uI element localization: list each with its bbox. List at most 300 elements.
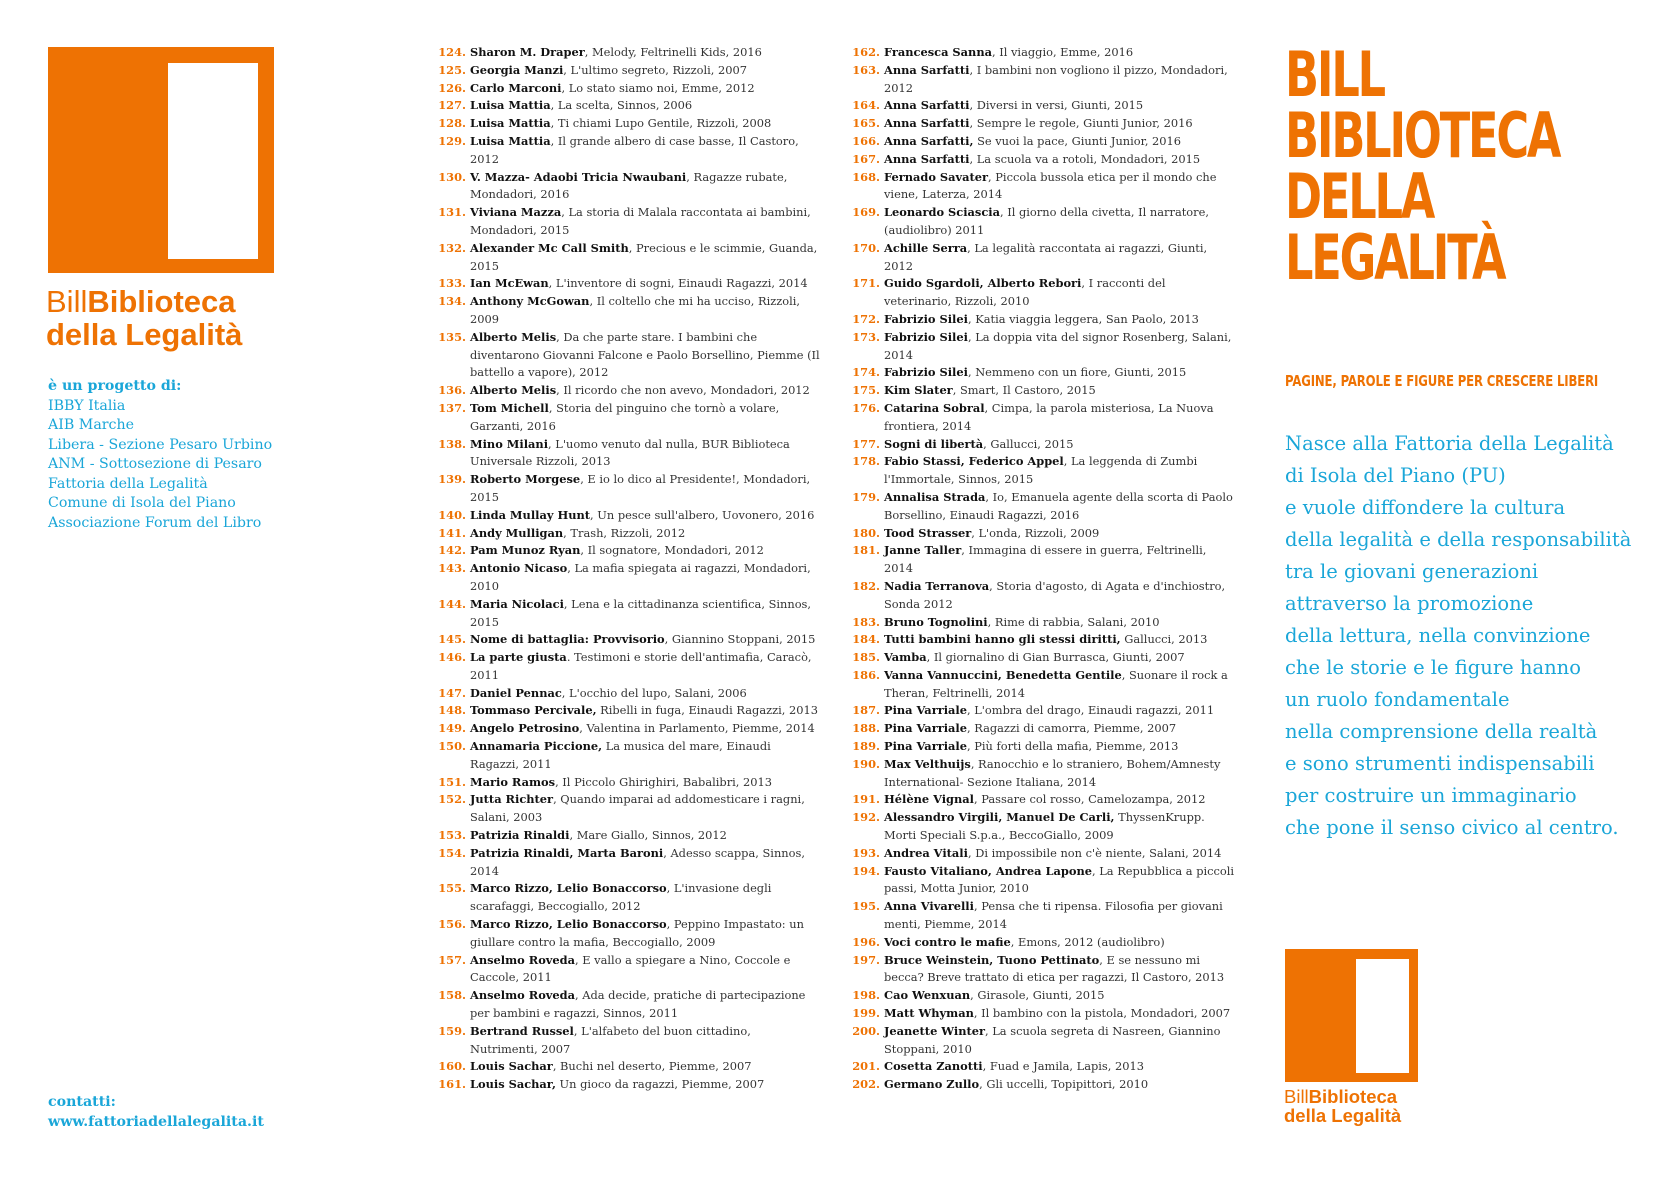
book-author: Fausto Vitaliano, Andrea Lapone xyxy=(884,863,1092,878)
book-number: 130. xyxy=(438,169,466,184)
book-entry xyxy=(850,525,1235,543)
book-entry xyxy=(850,809,1235,845)
book-number: 128. xyxy=(438,116,466,131)
book-details: , Più forti della mafia, Piemme, 2013 xyxy=(966,739,1179,754)
book-entry xyxy=(850,44,1235,62)
book-details: , Ti chiami Lupo Gentile, Rizzoli, 2008 xyxy=(550,116,772,131)
book-entry xyxy=(436,382,821,400)
book-author: Anselmo Roveda xyxy=(470,988,575,1003)
book-entry xyxy=(436,827,821,845)
partner-item: AIB Marche xyxy=(48,417,135,433)
book-author: Annamaria Piccione, xyxy=(470,739,603,754)
book-number: 194. xyxy=(852,863,880,878)
book-author: Tommaso Percivale, xyxy=(470,703,597,718)
partner-item: Libera - Sezione Pesaro Urbino xyxy=(48,436,273,453)
book-entry xyxy=(436,774,821,792)
book-details: , Storia del pinguino che tornò a volare, Garzanti, 2016 xyxy=(470,400,780,433)
book-number: 144. xyxy=(438,596,466,611)
description-line: per costruire un immaginario xyxy=(1285,784,1577,807)
book-details: , Valentina in Parlamento, Piemme, 2014 xyxy=(579,721,815,736)
book-details: , Precious e le scimmie, Guanda, 2015 xyxy=(470,240,818,273)
book-details: , I bambini non vogliono il pizzo, Mondadori, 2012 xyxy=(884,62,1228,95)
book-number: 131. xyxy=(438,205,466,220)
book-number: 200. xyxy=(852,1023,880,1038)
book-author: Mario Ramos xyxy=(470,774,556,789)
book-author: Angelo Petrosino xyxy=(470,721,580,736)
book-entry xyxy=(436,240,821,276)
description-line: di Isola del Piano (PU) xyxy=(1285,464,1506,487)
book-author: Fabrizio Silei xyxy=(884,311,968,326)
book-details: , La scelta, Sinnos, 2006 xyxy=(550,98,693,113)
book-entry xyxy=(436,916,821,952)
book-author: Luisa Mattia xyxy=(470,116,551,131)
book-details: , L'invasione degli scarafaggi, Beccogiallo, 2012 xyxy=(470,881,772,914)
book-number: 153. xyxy=(438,828,466,843)
book-number: 189. xyxy=(852,739,880,754)
book-details: , Diversi in versi, Giunti, 2015 xyxy=(969,98,1144,113)
book-entry xyxy=(436,204,821,240)
book-number: 155. xyxy=(438,881,466,896)
book-details: , Da che parte stare. I bambini che diventarono Giovanni Falcone e Paolo Borsellino, Piemme (Il battello a vapore), 2012 xyxy=(470,329,820,380)
book-number: 170. xyxy=(852,240,880,255)
book-details: Un gioco da ragazzi, Piemme, 2007 xyxy=(555,1077,765,1092)
book-entry xyxy=(850,133,1235,151)
book-author: Anna Sarfatti xyxy=(884,116,970,131)
book-entry xyxy=(850,1076,1235,1094)
book-author: Anna Vivarelli xyxy=(884,899,974,914)
book-entry xyxy=(850,115,1235,133)
book-author: Tom Michell xyxy=(470,400,549,415)
book-author: Carlo Marconi xyxy=(470,80,562,95)
partner-item: Fattoria della Legalità xyxy=(48,475,208,492)
book-number: 124. xyxy=(438,45,466,59)
book-number: 134. xyxy=(438,294,466,309)
book-number: 164. xyxy=(852,98,880,113)
book-author: Linda Mullay Hunt xyxy=(470,507,591,522)
partner-item: Associazione Forum del Libro xyxy=(48,514,262,531)
book-details: , Il ricordo che non avevo, Mondadori, 2012 xyxy=(556,383,810,398)
book-entry xyxy=(850,1005,1235,1023)
book-author: Francesca Sanna xyxy=(884,45,992,59)
book-author: Voci contro le mafie xyxy=(884,934,1011,949)
book-details: , La leggenda di Zumbi l'Immortale, Sinnos, 2015 xyxy=(884,454,1198,487)
book-entry xyxy=(436,115,821,133)
book-details: , Un pesce sull'albero, Uovonero, 2016 xyxy=(590,507,815,522)
book-number: 180. xyxy=(852,525,880,540)
book-author: Louis Sachar xyxy=(470,1059,553,1074)
book-number: 141. xyxy=(438,525,466,540)
book-details: , Piccola bussola etica per il mondo che viene, Laterza, 2014 xyxy=(884,169,1217,202)
book-entry xyxy=(850,329,1235,365)
project-intro: è un progetto di: xyxy=(48,378,182,394)
book-details: , L'alfabeto del buon cittadino, Nutrimenti, 2007 xyxy=(470,1023,751,1056)
logo-biblioteca-small: Biblioteca xyxy=(1308,1086,1398,1107)
book-number: 195. xyxy=(852,899,880,914)
partner-item: ANM - Sottosezione di Pesaro xyxy=(48,456,262,472)
book-entry xyxy=(436,507,821,525)
book-details: , Peppino Impastato: un giullare contro la mafia, Beccogiallo, 2009 xyxy=(470,917,804,949)
book-number: 142. xyxy=(438,543,466,558)
book-number: 154. xyxy=(438,845,466,860)
book-author: Tutti bambini hanno gli stessi diritti, xyxy=(884,632,1121,647)
book-number: 183. xyxy=(852,614,880,629)
book-details: , Emons, 2012 (audiolibro) xyxy=(1010,934,1165,949)
book-details: , L'occhio del lupo, Salani, 2006 xyxy=(561,685,747,700)
book-author: Alberto Melis xyxy=(470,383,557,398)
book-details: La musica del mare, Einaudi Ragazzi, 2011 xyxy=(470,739,771,771)
book-details: , Girasole, Giunti, 2015 xyxy=(970,988,1105,1003)
book-number: 157. xyxy=(438,952,466,967)
book-entry xyxy=(436,542,821,560)
book-number: 147. xyxy=(438,685,466,700)
book-number: 193. xyxy=(852,845,880,860)
book-details: , La mafia spiegata ai ragazzi, Mondadori, 2010 xyxy=(470,561,811,593)
logo-biblioteca: Biblioteca xyxy=(87,284,236,319)
book-entry xyxy=(850,631,1235,649)
book-author: Annalisa Strada xyxy=(884,489,986,504)
book-number: 146. xyxy=(438,650,466,665)
partner-item: Comune di Isola del Piano xyxy=(48,495,236,511)
book-entry xyxy=(850,169,1235,205)
description-line: tra le giovani generazioni xyxy=(1285,560,1539,583)
book-number: 175. xyxy=(852,383,880,398)
book-author: Tood Strasser xyxy=(884,525,972,540)
book-details: , E io lo dico al Presidente!, Mondadori, 2015 xyxy=(470,472,811,504)
book-number: 188. xyxy=(852,721,880,736)
book-author: Nadia Terranova xyxy=(884,578,990,593)
book-author: Mino Milani xyxy=(470,436,549,451)
book-entry xyxy=(436,952,821,988)
book-author: Alexander Mc Call Smith xyxy=(470,240,629,255)
book-details: , L'uomo venuto dal nulla, BUR Biblioteca Universale Rizzoli, 2013 xyxy=(470,436,790,469)
book-author: Viviana Mazza xyxy=(470,205,562,220)
book-number: 129. xyxy=(438,133,466,148)
book-details: , Adesso scappa, Sinnos, 2014 xyxy=(470,845,805,878)
book-author: Catarina Sobral xyxy=(884,400,985,415)
title-line: BILL xyxy=(1285,38,1384,111)
book-number: 172. xyxy=(852,311,880,326)
book-entry xyxy=(850,934,1235,952)
book-details: , Il Piccolo Ghirighiri, Babalibri, 2013 xyxy=(555,774,773,789)
book-details: , Pensa che ti ripensa. Filosofia per giovani menti, Piemme, 2014 xyxy=(884,899,1223,932)
book-details: , Il sognatore, Mondadori, 2012 xyxy=(580,543,764,558)
main-title xyxy=(1285,38,1560,294)
description-line: che pone il senso civico al centro. xyxy=(1285,816,1619,839)
book-number: 176. xyxy=(852,400,880,415)
book-author: Vamba xyxy=(884,650,927,665)
book-number: 160. xyxy=(438,1059,466,1074)
book-list-b xyxy=(850,44,1235,1094)
book-number: 132. xyxy=(438,240,466,255)
book-entry xyxy=(850,311,1235,329)
book-details: , L'ultimo segreto, Rizzoli, 2007 xyxy=(563,62,748,77)
book-author: Luisa Mattia xyxy=(470,98,551,113)
book-list-a xyxy=(436,44,821,1094)
book-details: , Quando imparai ad addomesticare i ragni, Salani, 2003 xyxy=(470,792,805,825)
title-line: LEGALITÀ xyxy=(1285,221,1505,294)
book-entry xyxy=(436,649,821,685)
book-details: , I racconti del veterinario, Rizzoli, 2010 xyxy=(884,276,1166,309)
book-details: , Storia d'agosto, di Agata e d'inchiostro, Sonda 2012 xyxy=(884,578,1226,611)
book-details: , Melody, Feltrinelli Kids, 2016 xyxy=(584,45,762,59)
book-number: 145. xyxy=(438,632,466,647)
book-number: 174. xyxy=(852,365,880,380)
description-line: un ruolo fondamentale xyxy=(1285,688,1510,711)
book-entry xyxy=(850,204,1235,240)
book-number: 179. xyxy=(852,489,880,504)
book-entry xyxy=(850,1023,1235,1059)
book-author: Georgia Manzi xyxy=(470,62,564,77)
book-details: , Buchi nel deserto, Piemme, 2007 xyxy=(552,1059,752,1074)
book-author: Fernado Savater xyxy=(884,169,989,184)
book-details: , Fuad e Jamila, Lapis, 2013 xyxy=(982,1059,1145,1074)
book-details: , Gli uccelli, Topipittori, 2010 xyxy=(979,1077,1149,1092)
book-author: Pam Munoz Ryan xyxy=(470,543,581,558)
book-entry xyxy=(436,1023,821,1059)
book-author: Bruno Tognolini xyxy=(884,614,988,629)
book-number: 181. xyxy=(852,543,880,558)
book-entry xyxy=(436,436,821,472)
book-details: , La scuola segreta di Nasreen, Giannino Stoppani, 2010 xyxy=(884,1023,1221,1056)
book-number: 162. xyxy=(852,45,880,59)
book-author: Nome di battaglia: Provvisorio xyxy=(470,632,665,647)
project-partners xyxy=(48,377,378,533)
book-number: 163. xyxy=(852,62,880,77)
book-author: Alberto Melis xyxy=(470,329,557,344)
book-number: 136. xyxy=(438,383,466,398)
book-details: , Ragazze rubate, Mondadori, 2016 xyxy=(470,169,788,202)
book-details: , La doppia vita del signor Rosenberg, Salani, 2014 xyxy=(884,329,1232,362)
book-details: , Il giornalino di Gian Burrasca, Giunti, 2007 xyxy=(926,650,1185,665)
book-details: , L'ombra del drago, Einaudi ragazzi, 2011 xyxy=(966,703,1215,718)
book-author: Germano Zullo xyxy=(884,1077,980,1092)
book-details: , La Repubblica a piccoli passi, Motta Junior, 2010 xyxy=(884,863,1235,896)
book-entry xyxy=(436,631,821,649)
logo-mark-small xyxy=(1285,949,1418,1082)
book-number: 178. xyxy=(852,454,880,469)
book-entry xyxy=(436,596,821,632)
book-entry xyxy=(436,845,821,881)
book-number: 143. xyxy=(438,561,466,576)
logo-bill-small: Bill xyxy=(1284,1086,1309,1107)
book-entry xyxy=(436,329,821,382)
book-number: 177. xyxy=(852,436,880,451)
book-entry xyxy=(850,151,1235,169)
book-details: , Il giorno della civetta, Il narratore, (audiolibro) 2011 xyxy=(884,205,1209,237)
book-entry xyxy=(850,845,1235,863)
book-entry xyxy=(850,578,1235,614)
book-details: Ribelli in fuga, Einaudi Ragazzi, 2013 xyxy=(596,703,819,718)
book-entry xyxy=(436,400,821,436)
book-number: 151. xyxy=(438,774,466,789)
book-author: Guido Sgardoli, Alberto Rebori xyxy=(884,276,1082,291)
book-entry xyxy=(436,44,821,62)
book-entry xyxy=(850,898,1235,934)
book-details: , Suonare il rock a Theran, Feltrinelli, 2014 xyxy=(884,667,1228,700)
logo-legalita: della Legalità xyxy=(46,316,243,352)
book-details: , Il coltello che mi ha ucciso, Rizzoli, 2009 xyxy=(470,294,800,326)
book-details: , Lo stato siamo noi, Emme, 2012 xyxy=(561,80,755,95)
book-entry xyxy=(436,560,821,596)
book-entry xyxy=(436,791,821,827)
book-entry xyxy=(850,382,1235,400)
book-entry xyxy=(436,80,821,98)
book-number: 185. xyxy=(852,650,880,665)
book-number: 161. xyxy=(438,1077,466,1092)
book-number: 184. xyxy=(852,632,880,647)
book-entry xyxy=(850,756,1235,792)
book-number: 137. xyxy=(438,400,466,415)
book-author: Hélène Vignal xyxy=(884,792,974,807)
book-details: , Di impossibile non c'è niente, Salani, 2014 xyxy=(967,845,1222,860)
book-author: Janne Taller xyxy=(884,543,962,558)
book-details: , Il grande albero di case basse, Il Castoro, 2012 xyxy=(470,133,799,166)
book-number: 167. xyxy=(852,151,880,166)
book-entry xyxy=(850,97,1235,115)
book-number: 173. xyxy=(852,329,880,344)
book-details: , Il bambino con la pistola, Mondadori, 2007 xyxy=(973,1006,1231,1021)
book-number: 169. xyxy=(852,205,880,220)
book-entry xyxy=(436,471,821,507)
logo-mark-large xyxy=(48,47,274,273)
description-line: Nasce alla Fattoria della Legalità xyxy=(1285,432,1614,455)
book-author: Fabrizio Silei xyxy=(884,365,968,380)
book-author: Pina Varriale xyxy=(884,739,967,754)
book-details: , Nemmeno con un fiore, Giunti, 2015 xyxy=(967,365,1187,380)
book-number: 198. xyxy=(852,988,880,1003)
book-entry xyxy=(850,453,1235,489)
book-author: Anselmo Roveda xyxy=(470,952,575,967)
book-author: La parte giusta xyxy=(470,650,567,665)
book-author: Jeanette Winter xyxy=(884,1023,985,1038)
book-entry xyxy=(436,685,821,703)
book-number: 201. xyxy=(852,1059,880,1074)
book-number: 133. xyxy=(438,276,466,291)
book-author: Anthony McGowan xyxy=(470,294,590,309)
book-number: 156. xyxy=(438,917,466,932)
book-entry xyxy=(850,489,1235,525)
book-details: , L'inventore di sogni, Einaudi Ragazzi, 2014 xyxy=(548,276,808,291)
book-entry xyxy=(850,791,1235,809)
book-details: , La scuola va a rotoli, Mondadori, 2015 xyxy=(969,151,1201,166)
book-author: Roberto Morgese xyxy=(470,472,581,487)
subtitle: PAGINE, PAROLE E FIGURE PER CRESCERE LIBERI xyxy=(1285,372,1599,390)
book-author: Vanna Vannuccini, Benedetta Gentile xyxy=(884,667,1122,682)
contacts-url[interactable]: www.fattoriadellalegalita.it xyxy=(48,1113,264,1130)
book-entry xyxy=(850,62,1235,98)
book-details: , Passare col rosso, Camelozampa, 2012 xyxy=(974,792,1206,807)
partner-item: IBBY Italia xyxy=(48,397,126,414)
book-number: 197. xyxy=(852,952,880,967)
book-entry xyxy=(850,987,1235,1005)
book-details: , Lena e la cittadinanza scientifica, Sinnos, 2015 xyxy=(470,596,812,629)
book-author: Max Velthuijs xyxy=(884,756,971,771)
book-details: , Sempre le regole, Giunti Junior, 2016 xyxy=(969,116,1193,131)
book-number: 125. xyxy=(438,62,466,77)
book-number: 139. xyxy=(438,472,466,487)
book-author: Anna Sarfatti xyxy=(884,151,970,166)
book-author: Sogni di libertà xyxy=(884,436,984,451)
book-details: , Il viaggio, Emme, 2016 xyxy=(991,45,1134,59)
book-number: 135. xyxy=(438,329,466,344)
book-details: , E vallo a spiegare a Nino, Coccole e Caccole, 2011 xyxy=(470,952,791,985)
book-author: Bruce Weinstein, Tuono Pettinato xyxy=(884,952,1100,967)
book-details: , Giannino Stoppani, 2015 xyxy=(664,632,816,647)
book-number: 168. xyxy=(852,169,880,184)
book-details: , La storia di Malala raccontata ai bambini, Mondadori, 2015 xyxy=(470,205,811,237)
book-entry xyxy=(436,738,821,774)
description-line: e vuole diffondere la cultura xyxy=(1285,496,1566,519)
book-entry xyxy=(436,275,821,293)
book-author: Sharon M. Draper xyxy=(470,45,585,59)
book-details: , Ranocchio e lo straniero, Bohem/Amnesty International- Sezione Italiana, 2014 xyxy=(884,756,1221,789)
book-entry xyxy=(850,542,1235,578)
description-line: della lettura, nella convinzione xyxy=(1285,624,1591,647)
book-number: 149. xyxy=(438,721,466,736)
book-number: 138. xyxy=(438,436,466,451)
book-details: Gallucci, 2013 xyxy=(1120,632,1208,647)
book-details: , Cimpa, la parola misteriosa, La Nuova frontiera, 2014 xyxy=(884,400,1214,433)
book-number: 199. xyxy=(852,1006,880,1021)
book-entry xyxy=(850,1058,1235,1076)
book-details: , Mare Giallo, Sinnos, 2012 xyxy=(569,828,727,843)
book-author: Antonio Nicaso xyxy=(470,561,568,576)
book-author: Alessandro Virgili, Manuel De Carli, xyxy=(884,810,1115,825)
book-author: Cosetta Zanotti xyxy=(884,1059,983,1074)
book-details: , La legalità raccontata ai ragazzi, Giunti, 2012 xyxy=(884,240,1208,273)
book-author: Luisa Mattia xyxy=(470,133,551,148)
book-author: Leonardo Sciascia xyxy=(884,205,1000,220)
book-number: 140. xyxy=(438,507,466,522)
book-number: 196. xyxy=(852,934,880,949)
book-author: V. Mazza- Adaobi Tricia Nwaubani xyxy=(470,169,687,184)
book-number: 148. xyxy=(438,703,466,718)
description-line: e sono strumenti indispensabili xyxy=(1285,752,1595,775)
book-entry xyxy=(850,436,1235,454)
book-entry xyxy=(850,364,1235,382)
book-author: Anna Sarfatti, xyxy=(884,133,974,148)
book-author: Jutta Richter xyxy=(470,792,554,807)
book-author: Marco Rizzo, Lelio Bonaccorso xyxy=(470,917,667,932)
description-line: nella comprensione della realtà xyxy=(1285,720,1598,743)
book-number: 190. xyxy=(852,756,880,771)
book-number: 165. xyxy=(852,116,880,131)
book-number: 159. xyxy=(438,1023,466,1038)
book-author: Anna Sarfatti xyxy=(884,98,970,113)
book-entry xyxy=(850,952,1235,988)
book-author: Daniel Pennac xyxy=(470,685,562,700)
book-details: , Io, Emanuela agente della scorta di Paolo Borsellino, Einaudi Ragazzi, 2016 xyxy=(884,489,1233,522)
book-number: 192. xyxy=(852,810,880,825)
book-number: 166. xyxy=(852,133,880,148)
book-author: Fabrizio Silei xyxy=(884,329,968,344)
book-entry xyxy=(436,1076,821,1094)
book-author: Maria Nicolaci xyxy=(470,596,564,611)
book-details: , Katia viaggia leggera, San Paolo, 2013 xyxy=(967,311,1199,326)
book-number: 127. xyxy=(438,98,466,113)
book-entry xyxy=(850,240,1235,276)
logo-wordmark-large xyxy=(46,286,242,351)
book-number: 182. xyxy=(852,578,880,593)
book-entry xyxy=(850,275,1235,311)
book-entry xyxy=(850,702,1235,720)
book-entry xyxy=(436,62,821,80)
description-line: attraverso la promozione xyxy=(1285,592,1534,615)
book-entry xyxy=(850,863,1235,899)
book-entry xyxy=(436,1058,821,1076)
book-author: Pina Varriale xyxy=(884,703,967,718)
book-author: Louis Sachar, xyxy=(470,1077,556,1092)
